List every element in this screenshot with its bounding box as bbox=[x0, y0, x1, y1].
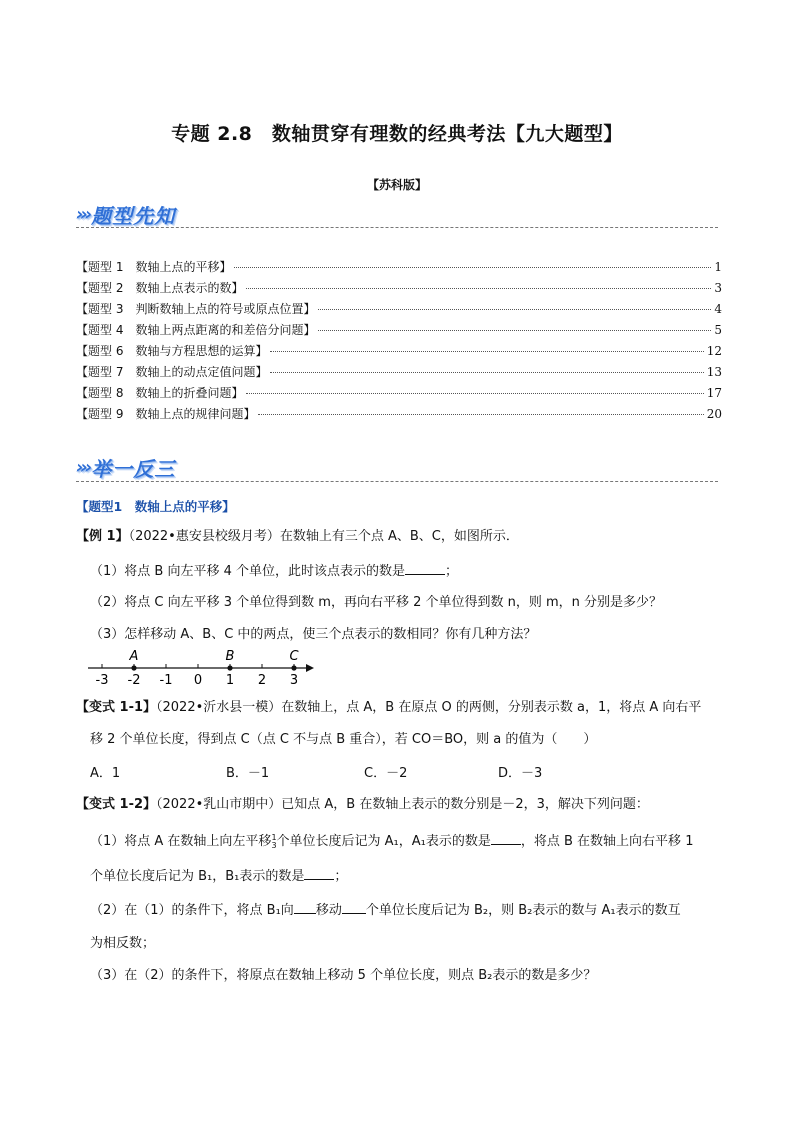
number-line-diagram bbox=[88, 648, 328, 688]
number-line-point-label: A bbox=[129, 649, 139, 664]
toc-page-number: 13 bbox=[706, 365, 722, 379]
toc-leader-dots bbox=[246, 288, 711, 289]
choice-b[interactable]: B．－1 bbox=[226, 766, 270, 781]
number-line-point-label: C bbox=[289, 649, 299, 664]
variant-1-2-q2-cont: 为相反数； bbox=[90, 936, 156, 951]
answer-blank[interactable] bbox=[304, 866, 334, 880]
section-heading: 【题型1 数轴上点的平移】 bbox=[76, 499, 235, 514]
answer-blank[interactable] bbox=[405, 561, 445, 575]
page-title: 专题 2.8 数轴贯穿有理数的经典考法【九大题型】 bbox=[171, 123, 623, 145]
number-line-tick-label: 2 bbox=[257, 673, 267, 688]
number-line-point bbox=[227, 665, 232, 670]
answer-blank[interactable] bbox=[294, 900, 316, 914]
number-line-point bbox=[291, 665, 296, 670]
variant-1-2-q3: （3）在（2）的条件下，将原点在数轴上移动 5 个单位长度，则点 B₂表示的数是多少？ bbox=[90, 968, 597, 983]
variant-1-2-q1-cont: 个单位长度后记为 B₁，B₁表示的数是 ； bbox=[90, 866, 347, 887]
triple-arrow-icon: ››› bbox=[76, 456, 90, 478]
number-line-tick-label: 1 bbox=[225, 673, 235, 688]
answer-blank[interactable] bbox=[342, 900, 366, 914]
example-1-q1: （1）将点 B 向左平移 4 个单位，此时该点表示的数是 ； bbox=[90, 561, 458, 582]
toc-entry-label: 【题型 9 数轴上点的规律问题】 bbox=[76, 407, 256, 421]
toc-entry-label: 【题型 2 数轴上点表示的数】 bbox=[76, 281, 244, 295]
toc-entry[interactable] bbox=[76, 384, 722, 405]
toc-entry-label: 【题型 1 数轴上点的平移】 bbox=[76, 260, 232, 274]
toc-leader-dots bbox=[270, 372, 703, 373]
variant-1-1-line1: 【变式 1-1】（2022•沂水县一模）在数轴上，点 A，B 在原点 O 的两侧，分别表示数 a，1，将点 A 向右平 bbox=[76, 700, 702, 715]
fraction: 1 3 bbox=[271, 832, 277, 850]
toc-entry-label: 【题型 8 数轴上的折叠问题】 bbox=[76, 386, 244, 400]
variant-1-2-q2: （2）在（1）的条件下，将点 B₁向 移动 个单位长度后记为 B₂，则 B₂表示的数与 A₁表示的数互 bbox=[90, 900, 681, 921]
choice-c[interactable]: C．－2 bbox=[364, 766, 408, 781]
variant-1-2-stem: 【变式 1-2】（2022•乳山市期中）已知点 A，B 在数轴上表示的数分别是－2，3，解决下列问题： bbox=[76, 797, 649, 812]
number-line-point bbox=[131, 665, 136, 670]
example-tag: 【例 1】 bbox=[76, 529, 129, 544]
toc-page-number: 17 bbox=[706, 386, 722, 400]
variant-1-1-line2: 移 2 个单位长度，得到点 C（点 C 不与点 B 重合），若 CO＝BO，则 a 的值为（ ） bbox=[90, 732, 597, 747]
example-1-stem: 【例 1】（2022•惠安县校级月考）在数轴上有三个点 A、B、C，如图所示． bbox=[76, 529, 519, 544]
choice-d[interactable]: D．－3 bbox=[498, 766, 543, 781]
edition-label: 【苏科版】 bbox=[366, 178, 427, 192]
toc-entry[interactable] bbox=[76, 405, 722, 426]
toc-leader-dots bbox=[318, 309, 711, 310]
number-line-tick-label: -3 bbox=[95, 673, 109, 688]
toc-entry[interactable] bbox=[76, 321, 722, 342]
toc-page-number: 12 bbox=[706, 344, 722, 358]
banner-topic-overview bbox=[76, 200, 175, 228]
toc-page-number: 20 bbox=[706, 407, 722, 421]
banner-practice bbox=[76, 453, 175, 481]
toc-entry-label: 【题型 6 数轴与方程思想的运算】 bbox=[76, 344, 268, 358]
banner-label: 举一反三 bbox=[91, 456, 176, 481]
number-line-point-label: B bbox=[225, 649, 235, 664]
number-line-tick-label: -2 bbox=[127, 673, 141, 688]
toc-entry[interactable] bbox=[76, 300, 722, 321]
triple-arrow-icon: ››› bbox=[76, 203, 90, 225]
toc-page-number: 5 bbox=[714, 323, 722, 337]
example-1-q2: （2）将点 C 向左平移 3 个单位得到数 m，再向右平移 2 个单位得到数 n，则 m，n 分别是多少？ bbox=[90, 595, 663, 610]
toc-entry[interactable] bbox=[76, 363, 722, 384]
axis-arrow-icon bbox=[306, 664, 314, 672]
banner-label: 题型先知 bbox=[91, 203, 176, 228]
answer-blank[interactable] bbox=[491, 831, 521, 845]
number-line-tick-label: -1 bbox=[159, 673, 173, 688]
variant-tag: 【变式 1-1】 bbox=[76, 700, 157, 715]
choice-a[interactable]: A．1 bbox=[90, 766, 121, 781]
toc-entry-label: 【题型 4 数轴上两点距离的和差倍分问题】 bbox=[76, 323, 316, 337]
divider bbox=[76, 227, 718, 228]
toc-leader-dots bbox=[234, 267, 711, 268]
toc-entry-label: 【题型 7 数轴上的动点定值问题】 bbox=[76, 365, 268, 379]
toc-entry[interactable] bbox=[76, 279, 722, 300]
toc-page-number: 3 bbox=[714, 281, 722, 295]
toc-entry[interactable] bbox=[76, 342, 722, 363]
toc-leader-dots bbox=[270, 351, 703, 352]
variant-tag: 【变式 1-2】 bbox=[76, 797, 157, 812]
toc-entry-label: 【题型 3 判断数轴上点的符号或原点位置】 bbox=[76, 302, 316, 316]
divider bbox=[76, 481, 718, 482]
toc-page-number: 1 bbox=[714, 260, 722, 274]
variant-1-2-q1: （1）将点 A 在数轴上向左平移1 3个单位长度后记为 A₁，A₁表示的数是 ，将点 B 在数轴上向右平移 1 bbox=[90, 832, 694, 850]
number-line-tick-label: 0 bbox=[193, 673, 203, 688]
toc-leader-dots bbox=[318, 330, 711, 331]
toc-leader-dots bbox=[246, 393, 703, 394]
toc-entry[interactable] bbox=[76, 258, 722, 279]
example-1-q3: （3）怎样移动 A、B、C 中的两点，使三个点表示的数相同？你有几种方法？ bbox=[90, 627, 537, 642]
table-of-contents bbox=[76, 258, 722, 426]
toc-page-number: 4 bbox=[714, 302, 722, 316]
toc-leader-dots bbox=[258, 414, 703, 415]
number-line-tick-label: 3 bbox=[289, 673, 299, 688]
